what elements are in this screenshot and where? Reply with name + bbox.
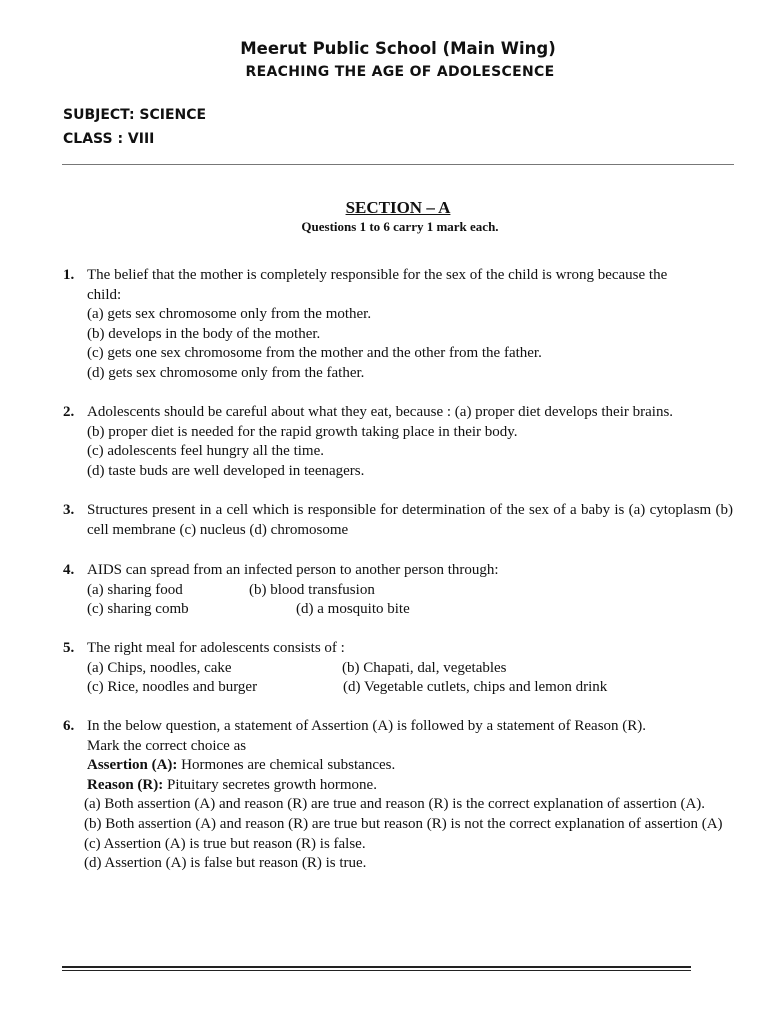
footer-divider — [62, 966, 691, 968]
school-name: Meerut Public School (Main Wing) — [240, 39, 556, 58]
question-number: 6. — [63, 718, 75, 734]
assertion-label: Assertion (A): — [87, 757, 178, 774]
section-title: SECTION – A — [345, 198, 451, 217]
reason-label: Reason (R): — [87, 776, 164, 793]
chapter-title: REACHING THE AGE OF ADOLESCENCE — [245, 64, 555, 80]
option-b: (b) develops in the body of the mother. — [87, 325, 321, 342]
header-divider — [62, 164, 734, 165]
question-text: In the below question, a statement of Assertion (A) is followed by a statement of Reason (R). — [87, 718, 647, 734]
option-b: (b) Chapati, dal, vegetables — [342, 659, 507, 676]
section-subtitle: Questions 1 to 6 carry 1 mark each. — [301, 219, 499, 234]
option-a: (a) Chips, noodles, cake — [87, 659, 232, 676]
option-b: (b) Both assertion (A) and reason (R) are true but reason (R) is not the correct explanation of assertion (A) — [84, 815, 723, 832]
question-text: Structures present in a cell which is responsible for determination of the sex of a baby is (a) cytoplasm (b) cell membrane (c) nucleus (d) chromosome — [87, 502, 733, 538]
option-d: (d) a mosquito bite — [296, 601, 410, 618]
question-text: The right meal for adolescents consists of : — [87, 640, 345, 656]
reason-line — [87, 776, 733, 796]
question-text: The belief that the mother is completely responsible for the sex of the child is wrong because the — [87, 267, 668, 283]
question-number: 5. — [63, 640, 75, 656]
option-d: (d) Assertion (A) is false but reason (R) is true. — [84, 855, 367, 872]
option-c: (c) Rice, noodles and burger — [87, 679, 258, 696]
question-text: child: — [87, 286, 122, 303]
question-6 — [63, 717, 733, 874]
option-c: (c) gets one sex chromosome from the mother and the other from the father. — [87, 345, 542, 362]
subject-label: SUBJECT: SCIENCE — [63, 107, 207, 123]
option-a: (a) gets sex chromosome only from the mother. — [87, 306, 372, 323]
option-a: (a) sharing food — [87, 581, 183, 598]
option-c: (c) sharing comb — [87, 601, 189, 618]
question-text: AIDS can spread from an infected person to another person through: — [87, 562, 499, 578]
question-number: 4. — [63, 562, 75, 578]
reason-text: Pituitary secretes growth hormone. — [163, 776, 377, 793]
class-label: CLASS : VIII — [63, 131, 155, 147]
question-number: 1. — [63, 267, 75, 283]
option-b: (b) blood transfusion — [249, 581, 375, 598]
question-4 — [63, 561, 733, 620]
question-text: Mark the correct choice as — [87, 737, 247, 754]
option-d: (d) taste buds are well developed in teenagers. — [87, 462, 365, 479]
option-c: (c) adolescents feel hungry all the time. — [87, 443, 324, 460]
question-3 — [63, 501, 733, 540]
question-2 — [63, 403, 733, 481]
question-number: 3. — [63, 502, 75, 518]
option-b: (b) proper diet is needed for the rapid growth taking place in their body. — [87, 423, 518, 440]
footer-divider — [62, 970, 691, 971]
option-d: (d) Vegetable cutlets, chips and lemon drink — [343, 679, 608, 696]
assertion-line — [87, 756, 733, 776]
assertion-text: Hormones are chemical substances. — [177, 757, 396, 774]
question-number: 2. — [63, 404, 75, 420]
question-1 — [63, 266, 733, 384]
question-text: Adolescents should be careful about what they eat, because : (a) proper diet develops their brains. — [87, 404, 674, 420]
option-a: (a) Both assertion (A) and reason (R) are true and reason (R) is the correct explanation of assertion (A). — [84, 796, 706, 813]
question-5 — [63, 639, 733, 698]
option-c: (c) Assertion (A) is true but reason (R) is false. — [84, 835, 366, 852]
option-d: (d) gets sex chromosome only from the father. — [87, 364, 365, 381]
